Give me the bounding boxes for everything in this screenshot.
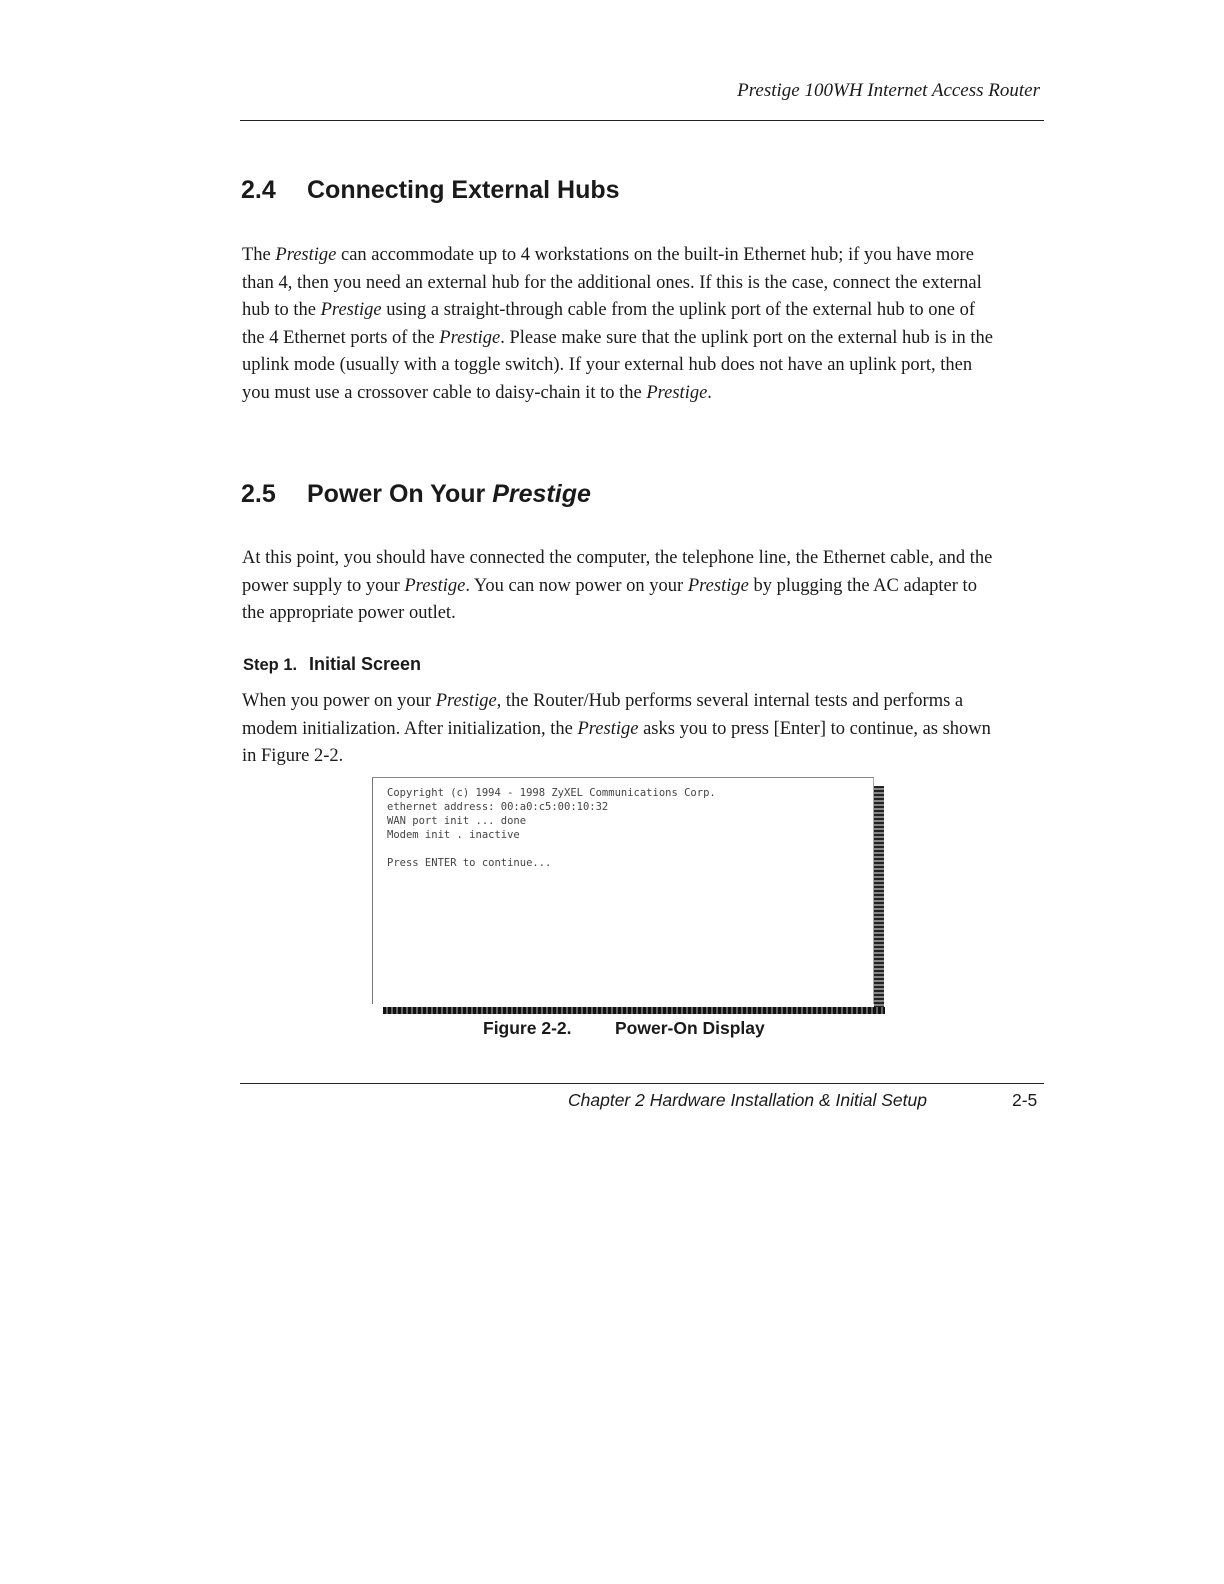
figure-title: Power-On Display [615,1018,765,1038]
italic-product-name: Prestige [435,691,497,711]
terminal-line: Copyright (c) 1994 - 1998 ZyXEL Communications Corp. [387,787,716,799]
italic-product-name: Prestige [687,575,749,596]
step-title: Initial Screen [309,654,422,674]
italic-product-name: Prestige [577,718,639,739]
terminal-line: Press ENTER to continue... [387,857,552,869]
section-title: Power On Your [307,480,493,508]
terminal-bottom-edge [383,1007,885,1014]
terminal-line: WAN port init ... done [387,815,527,827]
step-1-paragraph: When you power on your Prestige, the Router/Hub performs several internal tests and performs a modem initialization. After initialization, the Prestige asks you to press [Enter] to continue, as shown in Figure 2-2. [242,691,991,766]
footer-chapter-title: Chapter 2 Hardware Installation & Initial Setup [568,1090,927,1110]
footer-rule [240,1083,1044,1084]
power-on-terminal-screen [372,777,874,1004]
running-header-title: Prestige 100WH Internet Access Router [737,80,1040,101]
terminal-scrollbar [874,786,884,1012]
terminal-output [387,786,716,870]
section-2-5-paragraph: At this point, you should have connected the computer, the telephone line, the Ethernet cable, and the power supply to your Prestige. You can now power on your Prestige by plugging the AC adapter to the appropriate power outlet. [242,548,993,623]
section-title-italic: Prestige [492,480,591,508]
section-2-4-heading [241,176,620,205]
header-rule [240,120,1044,121]
italic-product-name: Prestige [439,327,501,348]
italic-product-name: Prestige [275,245,337,265]
figure-label: Figure 2-2. [483,1018,572,1038]
section-2-4-paragraph: The Prestige can accommodate up to 4 workstations on the built-in Ethernet hub; if you have more than 4, then you need an external hub for the additional ones. If this is the case, connect the external hub to the Prestige using a straight-through cable from the uplink port of the external hub to one of the 4 Ethernet ports of the Prestige. Please make sure that the uplink port on the external hub is in the uplink mode (usually with a toggle switch). If your external hub does not have an uplink port, then you must use a crossover cable to daisy-chain it to the Prestige. [242,245,993,403]
section-title: Connecting External Hubs [307,176,620,204]
section-2-5-heading [241,480,591,509]
terminal-line [387,842,716,856]
terminal-line: ethernet address: 00:a0:c5:00:10:32 [387,801,609,813]
figure-caption [483,1018,765,1039]
step-label: Step 1. [243,656,298,674]
italic-product-name: Prestige [404,575,466,596]
section-number: 2.4 [241,176,276,204]
section-number: 2.5 [241,480,276,508]
step-1-heading [243,654,421,675]
italic-product-name: Prestige [646,382,708,403]
italic-product-name: Prestige [320,300,382,320]
footer-page-number: 2-5 [1012,1090,1038,1110]
terminal-line: Modem init . inactive [387,829,520,841]
